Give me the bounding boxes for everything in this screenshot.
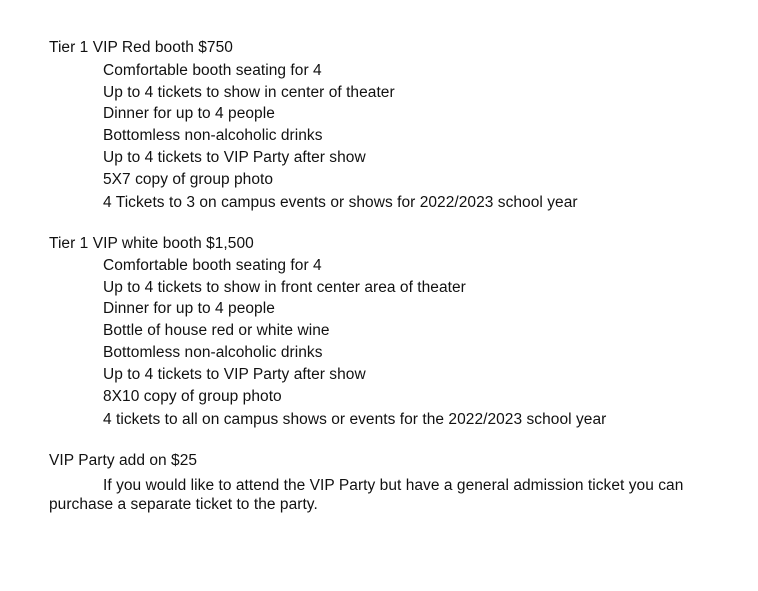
red-booth-item: Bottomless non-alcoholic drinks — [103, 127, 323, 144]
vip-party-paragraph: If you would like to attend the VIP Party but have a general admission ticket you can — [103, 477, 684, 494]
white-booth-item: 8X10 copy of group photo — [103, 388, 282, 405]
red-booth-item: Comfortable booth seating for 4 — [103, 62, 322, 79]
red-booth-item: Up to 4 tickets to VIP Party after show — [103, 149, 366, 166]
red-booth-item: 5X7 copy of group photo — [103, 171, 274, 188]
red-booth-heading: Tier 1 VIP Red booth $750 — [49, 39, 233, 56]
red-booth-item: 4 Tickets to 3 on campus events or shows for 2022/2023 school year — [103, 194, 578, 211]
white-booth-heading: Tier 1 VIP white booth $1,500 — [49, 235, 254, 252]
vip-party-heading: VIP Party add on $25 — [49, 452, 198, 469]
white-booth-item: Bottle of house red or white wine — [103, 322, 330, 339]
white-booth-item: Up to 4 tickets to VIP Party after show — [103, 366, 366, 383]
red-booth-item: Up to 4 tickets to show in center of theater — [103, 84, 395, 101]
vip-party-paragraph: purchase a separate ticket to the party. — [49, 496, 318, 513]
white-booth-item: Dinner for up to 4 people — [103, 300, 275, 317]
red-booth-item: Dinner for up to 4 people — [103, 105, 275, 122]
white-booth-item: Bottomless non-alcoholic drinks — [103, 344, 323, 361]
white-booth-item: Comfortable booth seating for 4 — [103, 257, 322, 274]
white-booth-item: 4 tickets to all on campus shows or events for the 2022/2023 school year — [103, 411, 607, 428]
white-booth-item: Up to 4 tickets to show in front center area of theater — [103, 279, 466, 296]
